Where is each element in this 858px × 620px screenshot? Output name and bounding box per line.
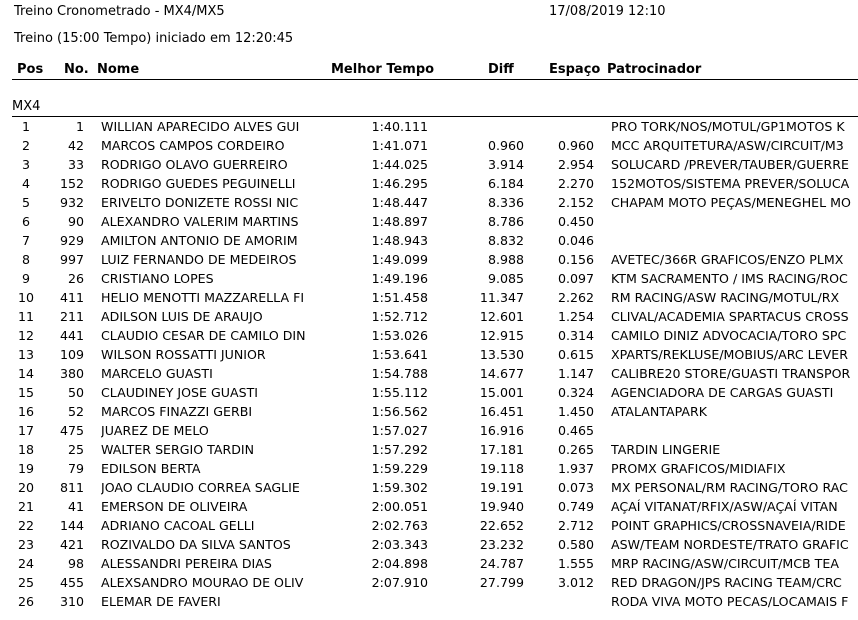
row-diff: 16.451: [479, 404, 524, 419]
row-name: ALEXANDRO VALERIM MARTINS: [101, 214, 299, 229]
row-name: HELIO MENOTTI MAZZARELLA FI: [101, 290, 305, 305]
row-sponsor: PRO TORK/NOS/MOTUL/GP1MOTOS K: [611, 119, 845, 134]
row-name: WILLIAN APARECIDO ALVES GUI: [101, 119, 300, 134]
row-sponsor: MRP RACING/ASW/CIRCUIT/MCB TEA: [611, 556, 839, 571]
row-gap: 1.450: [557, 404, 594, 419]
row-best-time: 1:48.943: [371, 233, 428, 248]
row-best-time: 1:53.026: [371, 328, 428, 343]
table-row: [0, 231, 858, 250]
row-diff: 8.832: [487, 233, 524, 248]
row-number: 475: [59, 423, 84, 438]
row-best-time: 1:46.295: [371, 176, 428, 191]
table-row: [0, 364, 858, 383]
table-row: [0, 497, 858, 516]
row-sponsor: RM RACING/ASW RACING/MOTUL/RX: [611, 290, 840, 305]
row-best-time: 1:56.562: [371, 404, 428, 419]
row-diff: 11.347: [479, 290, 524, 305]
row-pos: 18: [17, 442, 35, 457]
report-title: Treino Cronometrado - MX4/MX5: [14, 4, 225, 19]
row-pos: 6: [21, 214, 30, 229]
row-gap: 2.712: [557, 518, 594, 533]
row-gap: 0.465: [557, 423, 594, 438]
row-diff: 22.652: [479, 518, 524, 533]
row-best-time: 1:57.027: [371, 423, 428, 438]
row-gap: 1.254: [557, 309, 594, 324]
table-row: [0, 383, 858, 402]
row-pos: 17: [17, 423, 35, 438]
row-pos: 23: [17, 537, 35, 552]
row-best-time: 1:59.229: [371, 461, 428, 476]
row-gap: 0.046: [557, 233, 594, 248]
row-diff: 19.940: [479, 499, 524, 514]
row-gap: 2.262: [557, 290, 594, 305]
row-sponsor: TARDIN LINGERIE: [611, 442, 721, 457]
row-best-time: 1:49.099: [371, 252, 428, 267]
row-best-time: 1:53.641: [371, 347, 428, 362]
table-row: [0, 535, 858, 554]
row-name: ALESSANDRI PEREIRA DIAS: [101, 556, 272, 571]
row-sponsor: AVETEC/366R GRAFICOS/ENZO PLMX: [611, 252, 844, 267]
row-name: MARCOS FINAZZI GERBI: [101, 404, 253, 419]
row-best-time: 1:51.458: [371, 290, 428, 305]
table-row: [0, 440, 858, 459]
row-name: MARCOS CAMPOS CORDEIRO: [101, 138, 285, 153]
row-pos: 24: [17, 556, 35, 571]
row-pos: 10: [17, 290, 35, 305]
row-name: ELEMAR DE FAVERI: [101, 594, 221, 609]
row-pos: 1: [21, 119, 30, 134]
row-pos: 4: [21, 176, 30, 191]
row-diff: 8.336: [487, 195, 524, 210]
row-pos: 16: [17, 404, 35, 419]
table-row: [0, 269, 858, 288]
header-rule: [12, 79, 858, 80]
row-diff: 14.677: [479, 366, 524, 381]
row-best-time: 1:48.897: [371, 214, 428, 229]
row-gap: 0.097: [557, 271, 594, 286]
row-pos: 26: [17, 594, 35, 609]
category-label: MX4: [12, 99, 41, 114]
row-name: JOAO CLAUDIO CORREA SAGLIE: [101, 480, 300, 495]
row-gap: 0.615: [557, 347, 594, 362]
row-gap: 0.450: [557, 214, 594, 229]
row-name: ROZIVALDO DA SILVA SANTOS: [101, 537, 291, 552]
table-row: [0, 212, 858, 231]
table-row: [0, 516, 858, 535]
row-sponsor: CAMILO DINIZ ADVOCACIA/TORO SPC: [611, 328, 847, 343]
table-row: [0, 117, 858, 136]
row-name: RODRIGO GUEDES PEGUINELLI: [101, 176, 296, 191]
col-number: No.: [64, 62, 89, 77]
row-name: EDILSON BERTA: [101, 461, 201, 476]
row-name: WILSON ROSSATTI JUNIOR: [101, 347, 266, 362]
col-gap: Espaço: [549, 62, 601, 77]
row-number: 25: [67, 442, 84, 457]
row-sponsor: ASW/TEAM NORDESTE/TRATO GRAFIC: [611, 537, 849, 552]
row-sponsor: AÇAÍ VITANAT/RFIX/ASW/AÇAÍ VITAN: [611, 499, 838, 514]
row-number: 997: [59, 252, 84, 267]
row-sponsor: 152MOTOS/SISTEMA PREVER/SOLUCA: [611, 176, 850, 191]
row-number: 441: [59, 328, 84, 343]
row-best-time: 1:49.196: [371, 271, 428, 286]
row-pos: 2: [21, 138, 30, 153]
row-gap: 1.555: [557, 556, 594, 571]
table-row: [0, 402, 858, 421]
row-sponsor: KTM SACRAMENTO / IMS RACING/ROC: [611, 271, 848, 286]
row-number: 1: [75, 119, 84, 134]
table-row: [0, 193, 858, 212]
row-pos: 12: [17, 328, 35, 343]
row-diff: 17.181: [479, 442, 524, 457]
col-name: Nome: [97, 62, 140, 77]
row-diff: 23.232: [479, 537, 524, 552]
row-sponsor: POINT GRAPHICS/CROSSNAVEIA/RIDE: [611, 518, 846, 533]
row-best-time: 1:40.111: [371, 119, 428, 134]
table-row: [0, 326, 858, 345]
row-best-time: 1:41.071: [371, 138, 428, 153]
table-row: [0, 250, 858, 269]
row-sponsor: MX PERSONAL/RM RACING/TORO RAC: [611, 480, 848, 495]
row-gap: 0.265: [557, 442, 594, 457]
row-pos: 25: [17, 575, 35, 590]
row-number: 932: [59, 195, 84, 210]
row-name: CRISTIANO LOPES: [101, 271, 214, 286]
row-name: JUAREZ DE MELO: [101, 423, 209, 438]
row-gap: 0.073: [557, 480, 594, 495]
table-row: [0, 155, 858, 174]
table-row: [0, 573, 858, 592]
row-sponsor: PROMX GRAFICOS/MIDIAFIX: [611, 461, 786, 476]
row-number: 98: [67, 556, 84, 571]
row-number: 26: [67, 271, 84, 286]
row-number: 33: [67, 157, 84, 172]
row-pos: 8: [21, 252, 30, 267]
row-number: 52: [67, 404, 84, 419]
table-row: [0, 554, 858, 573]
row-name: ADRIANO CACOAL GELLI: [101, 518, 255, 533]
col-pos: Pos: [17, 62, 44, 77]
row-number: 42: [67, 138, 84, 153]
row-gap: 0.324: [557, 385, 594, 400]
table-row: [0, 421, 858, 440]
column-header-row: [0, 62, 858, 80]
row-best-time: 2:04.898: [371, 556, 428, 571]
row-gap: 2.270: [557, 176, 594, 191]
row-diff: 12.915: [479, 328, 524, 343]
row-gap: 1.147: [557, 366, 594, 381]
row-number: 310: [59, 594, 84, 609]
row-diff: 15.001: [479, 385, 524, 400]
row-number: 811: [59, 480, 84, 495]
row-diff: 19.191: [479, 480, 524, 495]
row-diff: 8.786: [487, 214, 524, 229]
report-datetime: 17/08/2019 12:10: [549, 4, 666, 19]
row-diff: 13.530: [479, 347, 524, 362]
row-gap: 0.580: [557, 537, 594, 552]
row-name: EMERSON DE OLIVEIRA: [101, 499, 248, 514]
row-pos: 21: [17, 499, 35, 514]
row-sponsor: AGENCIADORA DE CARGAS GUASTI: [611, 385, 834, 400]
row-number: 421: [59, 537, 84, 552]
row-name: WALTER SERGIO TARDIN: [101, 442, 255, 457]
row-name: ADILSON LUIS DE ARAUJO: [101, 309, 263, 324]
row-best-time: 2:00.051: [371, 499, 428, 514]
row-number: 455: [59, 575, 84, 590]
row-pos: 11: [17, 309, 35, 324]
row-pos: 9: [21, 271, 30, 286]
row-best-time: 1:55.112: [371, 385, 428, 400]
row-sponsor: ATALANTAPARK: [611, 404, 708, 419]
table-row: [0, 459, 858, 478]
row-gap: 1.937: [557, 461, 594, 476]
row-gap: 0.156: [557, 252, 594, 267]
row-number: 211: [59, 309, 84, 324]
row-number: 380: [59, 366, 84, 381]
row-pos: 19: [17, 461, 35, 476]
row-diff: 9.085: [487, 271, 524, 286]
col-diff: Diff: [488, 62, 514, 77]
col-sponsor: Patrocinador: [607, 62, 702, 77]
row-gap: 2.152: [557, 195, 594, 210]
row-name: AMILTON ANTONIO DE AMORIM: [101, 233, 298, 248]
row-diff: 0.960: [487, 138, 524, 153]
row-gap: 0.960: [557, 138, 594, 153]
row-pos: 15: [17, 385, 35, 400]
row-diff: 6.184: [487, 176, 524, 191]
row-number: 41: [67, 499, 84, 514]
row-best-time: 1:57.292: [371, 442, 428, 457]
row-best-time: 1:44.025: [371, 157, 428, 172]
row-number: 50: [67, 385, 84, 400]
table-row: [0, 478, 858, 497]
table-row: [0, 307, 858, 326]
row-gap: 3.012: [557, 575, 594, 590]
row-sponsor: CALIBRE20 STORE/GUASTI TRANSPOR: [611, 366, 851, 381]
session-subtitle: Treino (15:00 Tempo) iniciado em 12:20:45: [14, 31, 294, 46]
row-sponsor: RED DRAGON/JPS RACING TEAM/CRC: [611, 575, 842, 590]
row-sponsor: SOLUCARD /PREVER/TAUBER/GUERRE: [611, 157, 850, 172]
table-row: [0, 136, 858, 155]
row-name: CLAUDINEY JOSE GUASTI: [101, 385, 258, 400]
row-name: ALEXSANDRO MOURAO DE OLIV: [101, 575, 304, 590]
row-best-time: 1:52.712: [371, 309, 428, 324]
row-diff: 16.916: [479, 423, 524, 438]
row-diff: 3.914: [487, 157, 524, 172]
row-gap: 2.954: [557, 157, 594, 172]
row-diff: 27.799: [479, 575, 524, 590]
row-pos: 22: [17, 518, 35, 533]
row-name: LUIZ FERNANDO DE MEDEIROS: [101, 252, 297, 267]
row-pos: 7: [21, 233, 30, 248]
row-number: 152: [59, 176, 84, 191]
row-best-time: 1:54.788: [371, 366, 428, 381]
table-row: [0, 174, 858, 193]
row-best-time: 1:48.447: [371, 195, 428, 210]
row-best-time: 1:59.302: [371, 480, 428, 495]
row-sponsor: XPARTS/REKLUSE/MOBIUS/ARC LEVER: [611, 347, 848, 362]
row-sponsor: CLIVAL/ACADEMIA SPARTACUS CROSS: [611, 309, 849, 324]
row-best-time: 2:07.910: [371, 575, 428, 590]
row-number: 109: [59, 347, 84, 362]
results-table: [0, 117, 858, 611]
table-row: [0, 592, 858, 611]
row-diff: 24.787: [479, 556, 524, 571]
row-number: 929: [59, 233, 84, 248]
row-pos: 14: [17, 366, 35, 381]
row-diff: 19.118: [479, 461, 524, 476]
row-sponsor: RODA VIVA MOTO PECAS/LOCAMAIS F: [611, 594, 849, 609]
row-number: 79: [67, 461, 84, 476]
row-best-time: 2:03.343: [371, 537, 428, 552]
row-diff: 12.601: [479, 309, 524, 324]
row-gap: 0.749: [557, 499, 594, 514]
row-pos: 5: [21, 195, 30, 210]
col-best-time: Melhor Tempo: [331, 62, 435, 77]
row-number: 90: [67, 214, 84, 229]
row-diff: 8.988: [487, 252, 524, 267]
row-number: 144: [59, 518, 84, 533]
row-pos: 20: [17, 480, 35, 495]
row-name: MARCELO GUASTI: [101, 366, 213, 381]
row-gap: 0.314: [557, 328, 594, 343]
row-pos: 13: [17, 347, 35, 362]
table-row: [0, 345, 858, 364]
row-name: RODRIGO OLAVO GUERREIRO: [101, 157, 288, 172]
row-pos: 3: [21, 157, 30, 172]
row-best-time: 2:02.763: [371, 518, 428, 533]
table-row: [0, 288, 858, 307]
row-name: CLAUDIO CESAR DE CAMILO DIN: [101, 328, 306, 343]
row-sponsor: CHAPAM MOTO PEÇAS/MENEGHEL MO: [611, 195, 851, 210]
row-name: ERIVELTO DONIZETE ROSSI NIC: [101, 195, 299, 210]
row-sponsor: MCC ARQUITETURA/ASW/CIRCUIT/M3: [611, 138, 844, 153]
row-number: 411: [59, 290, 84, 305]
